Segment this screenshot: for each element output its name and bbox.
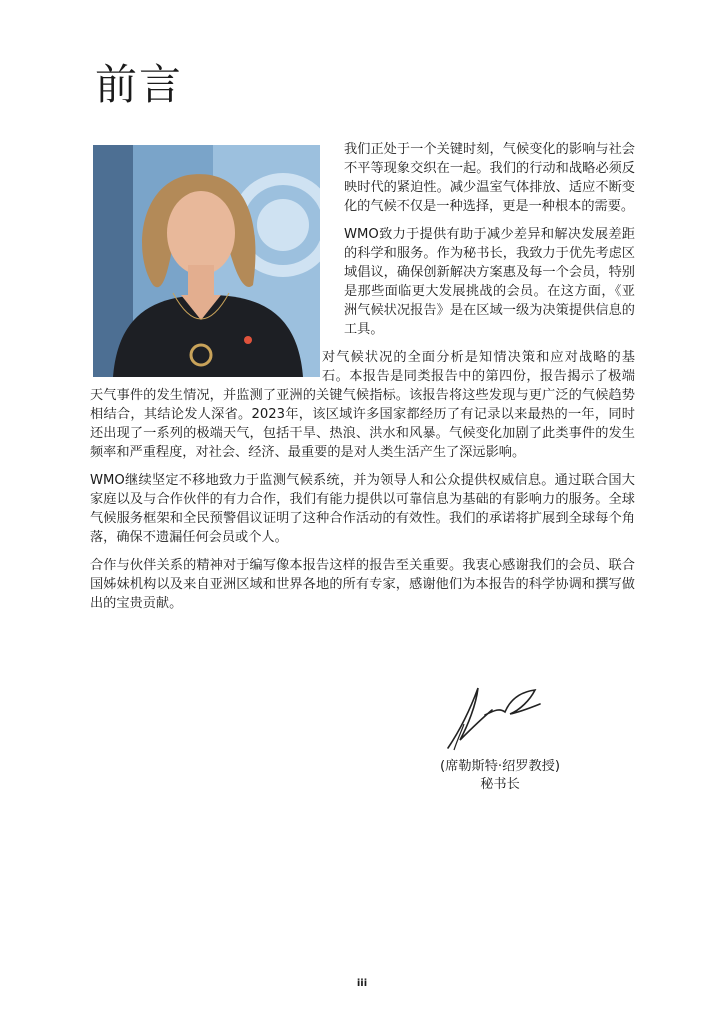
paragraph-5: 合作与伙伴关系的精神对于编写像本报告这样的报告至关重要。我衷心感谢我们的会员、联合国姊妹机构以及来自亚洲区域和世界各地的所有专家，感谢他们为本报告的科学协调和撰写做出的宝贵贡献。 — [90, 558, 635, 611]
paragraph-1: 我们正处于一个关键时刻，气候变化的影响与社会不平等现象交织在一起。我们的行动和战略必须反映时代的紧迫性。减少温室气体排放、适应不断变化的气候不仅是一种选择，更是一种根本的需要。 — [344, 142, 635, 214]
handwritten-signature — [440, 680, 550, 752]
signatory-name: (席勒斯特·绍罗教授) — [440, 759, 560, 774]
signatory-block — [380, 758, 620, 794]
page-title: 前言 — [95, 60, 184, 109]
signatory-role: 秘书长 — [480, 777, 520, 792]
paragraph-3: 对气候状况的全面分析是知情决策和应对战略的基石。本报告是同类报告中的第四份，报告揭示了极端天气事件的发生情况，并监测了亚洲的关键气候指标。该报告将这些发现与更广泛的气候趋势相结合，其结论发人深省。2023年，该区域许多国家都经历了有记录以来最热的一年，同时还出现了一系列的极端天气，包括干旱、热浪、洪水和风暴。气候变化加剧了此类事件的发生频率和严重程度，对社会、经济、最重要的是对人类生活产生了深远影响。 — [90, 350, 635, 460]
foreword-body — [90, 140, 635, 622]
paragraph-4: WMO继续坚定不移地致力于监测气候系统，并为领导人和公众提供权威信息。通过联合国大家庭以及与合作伙伴的有力合作，我们有能力提供以可靠信息为基础的有影响力的服务。全球气候服务框架和全民预警倡议证明了这种合作活动的有效性。我们的承诺将扩展到全球每个角落，确保不遗漏任何会员或个人。 — [90, 473, 635, 545]
photo-space — [90, 140, 322, 383]
page-number: iii — [356, 978, 368, 989]
paragraph-2: WMO致力于提供有助于减少差异和解决发展差距的科学和服务。作为秘书长，我致力于优先考虑区域倡议，确保创新解决方案惠及每一个会员，特别是那些面临更大发展挑战的会员。在这方面，《亚洲气候状况报告》是在区域一级为决策提供信息的工具。 — [344, 227, 635, 337]
